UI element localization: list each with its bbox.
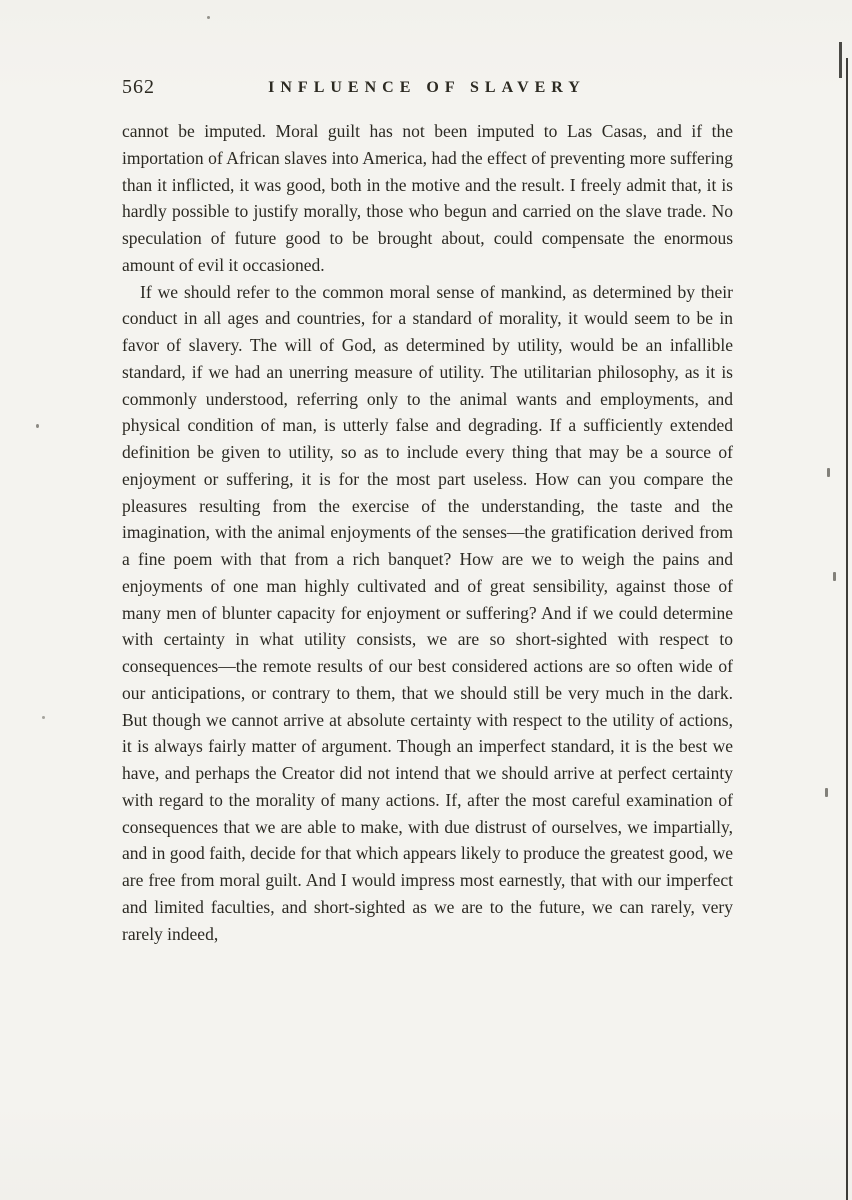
scan-artifact xyxy=(825,788,828,797)
scan-artifact xyxy=(827,468,830,477)
page-body xyxy=(122,118,733,947)
page-edge-artifact xyxy=(846,58,848,1200)
paragraph: cannot be imputed. Moral guilt has not been imputed to Las Casas, and if the importation of African slaves into America, had the effect of preventing more suffering than it inflicted, it was good, both in the motive and the result. I freely admit that, it is hardly possible to justify morally, those who begun and carried on the slave trade. No speculation of future good to be brought about, could compensate the enormous amount of evil it occasioned. xyxy=(122,121,733,275)
paragraph: If we should refer to the common moral sense of mankind, as determined by their conduct in all ages and countries, for a standard of morality, it would seem to be in favor of slavery. The will of God, as determined by utility, would be an infallible standard, if we had an unerring measure of utility. The utilitarian philosophy, as it is commonly understood, referring only to the animal wants and employments, and physical condition of man, is utterly false and degrading. If a sufficiently extended definition be given to utility, so as to include every thing that may be a source of enjoyment or suffering, it is for the most part useless. How can you compare the pleasures resulting from the exercise of the understanding, the taste and the imagination, with the animal enjoyments of the senses—the gratification derived from a fine poem with that from a rich banquet? How are we to weigh the pains and enjoyments of one man highly cultivated and of great sensibility, against those of many men of blunter capacity for enjoyment or suffering? And if we could determine with certainty in what utility consists, we are so short-sighted with respect to consequences—the remote results of our best considered actions are so often wide of our anticipations, or contrary to them, that we should still be very much in the dark. But though we cannot arrive at absolute certainty with respect to the utility of actions, it is always fairly matter of argument. Though an imperfect standard, it is the best we have, and perhaps the Creator did not intend that we should arrive at perfect certainty with regard to the morality of many actions. If, after the most careful examination of consequences that we are able to make, with due distrust of ourselves, we impartially, and in good faith, decide for that which appears likely to produce the greatest good, we are free from moral guilt. And I would impress most earnestly, that with our imperfect and limited faculties, and short-sighted as we are to the future, we can rarely, very rarely indeed, xyxy=(122,281,733,944)
scan-artifact xyxy=(839,42,842,78)
running-title: INFLUENCE OF SLAVERY xyxy=(268,79,586,96)
running-head xyxy=(122,76,732,100)
page-number: 562 xyxy=(122,76,155,98)
scan-artifact xyxy=(42,716,45,719)
scan-artifact xyxy=(207,16,210,19)
scan-artifact xyxy=(36,424,39,428)
scan-artifact xyxy=(833,572,836,581)
